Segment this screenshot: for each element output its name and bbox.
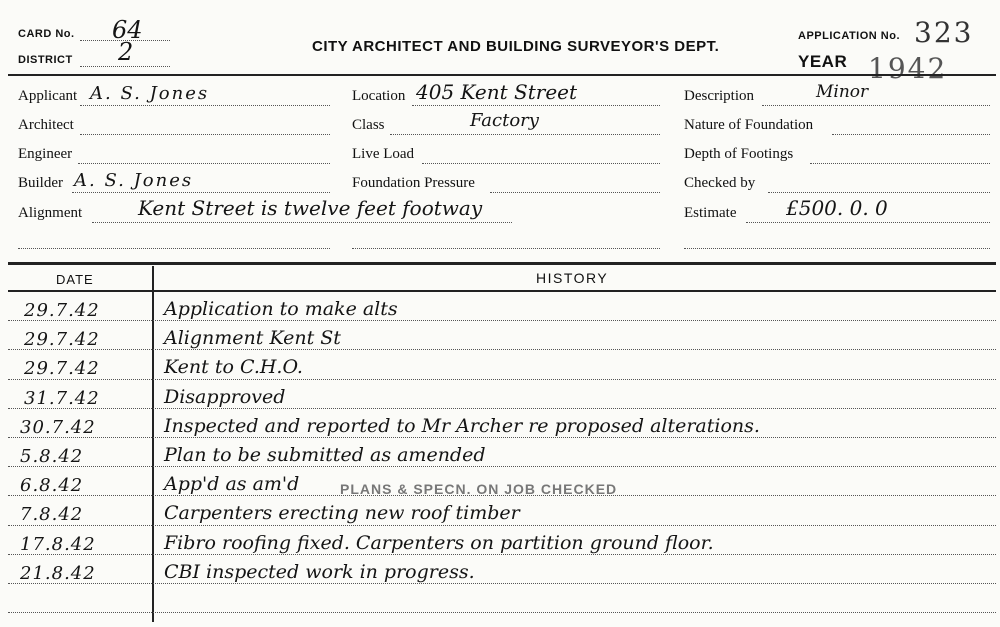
estimate-label: Estimate bbox=[684, 205, 737, 221]
plans-checked-stamp: PLANS & SPECN. ON JOB CHECKED bbox=[340, 481, 618, 497]
builder-label: Builder bbox=[18, 175, 63, 191]
row-date: 29.7.42 bbox=[24, 300, 100, 321]
nature-of-foundation-label: Nature of Foundation bbox=[684, 117, 814, 133]
applicant-value: A. S. Jones bbox=[90, 83, 210, 104]
row-date: 5.8.42 bbox=[20, 446, 84, 467]
row-date: 31.7.42 bbox=[24, 387, 100, 409]
row-rule bbox=[8, 437, 996, 438]
location-value: 405 Kent Street bbox=[416, 80, 578, 104]
alignment-line bbox=[92, 222, 512, 223]
card-no-label: CARD No. bbox=[18, 28, 75, 40]
class-line bbox=[390, 134, 660, 135]
row-history-entry: Kent to C.H.O. bbox=[164, 356, 303, 379]
row-rule bbox=[8, 554, 996, 555]
row-history-entry: Inspected and reported to Mr Archer re proposed alterations. bbox=[164, 414, 760, 437]
architect-label: Architect bbox=[18, 117, 74, 133]
builder-value: A. S. Jones bbox=[74, 170, 194, 191]
row-history-entry: Application to make alts bbox=[164, 298, 398, 320]
applicant-label: Applicant bbox=[18, 88, 78, 104]
row-date: 30.7.42 bbox=[20, 416, 96, 438]
applicant-line bbox=[80, 105, 330, 106]
description-line bbox=[762, 105, 990, 106]
row-date: 29.7.42 bbox=[24, 329, 100, 351]
description-value: Minor bbox=[816, 82, 869, 102]
alignment-value: Kent Street is twelve feet footway bbox=[138, 196, 483, 220]
row-history-entry: CBI inspected work in progress. bbox=[164, 560, 475, 583]
location-label: Location bbox=[352, 88, 406, 104]
history-column-header: HISTORY bbox=[536, 270, 609, 286]
builder-line bbox=[72, 192, 330, 193]
dept-title: CITY ARCHITECT AND BUILDING SURVEYOR'S DEPT. bbox=[312, 38, 720, 55]
row-history-entry: Alignment Kent St bbox=[164, 327, 341, 350]
estimate-value: £500. 0. 0 bbox=[786, 196, 888, 220]
table-top-rule bbox=[8, 262, 996, 265]
foundation-pressure-line bbox=[490, 192, 660, 193]
checked-by-line bbox=[768, 192, 990, 193]
district-line bbox=[80, 66, 170, 67]
row-rule bbox=[8, 612, 996, 613]
depth-of-footings-label: Depth of Footings bbox=[684, 146, 794, 162]
engineer-label: Engineer bbox=[18, 146, 73, 162]
live-load-label: Live Load bbox=[352, 146, 415, 162]
card-no-value: 64 bbox=[112, 16, 143, 44]
live-load-line bbox=[422, 163, 660, 164]
date-column-header: DATE bbox=[56, 272, 94, 287]
row-date: 17.8.42 bbox=[20, 533, 96, 555]
application-value: 323 bbox=[914, 16, 974, 49]
year-value: 1942 bbox=[868, 52, 948, 85]
description-label: Description bbox=[684, 88, 754, 104]
row-rule bbox=[8, 525, 996, 526]
row-history-entry: Plan to be submitted as amended bbox=[164, 444, 486, 466]
row-rule bbox=[8, 408, 996, 409]
district-value: 2 bbox=[118, 38, 134, 66]
depth-of-footings-line bbox=[810, 163, 990, 164]
alignment-label: Alignment bbox=[18, 205, 83, 221]
row-rule bbox=[8, 349, 996, 350]
checked-by-label: Checked by bbox=[684, 175, 756, 191]
blank-line-mid bbox=[352, 248, 660, 249]
district-label: DISTRICT bbox=[18, 54, 73, 66]
row-rule bbox=[8, 466, 996, 467]
row-rule bbox=[8, 320, 996, 321]
architect-line bbox=[80, 134, 330, 135]
row-date: 6.8.42 bbox=[20, 475, 84, 497]
row-rule bbox=[8, 379, 996, 380]
row-history-entry: App'd as am'd bbox=[164, 473, 300, 496]
row-date: 7.8.42 bbox=[20, 504, 84, 526]
row-history-entry: Disapproved bbox=[164, 385, 286, 408]
table-header-rule bbox=[8, 290, 996, 292]
class-value: Factory bbox=[470, 110, 539, 131]
nature-of-foundation-line bbox=[832, 134, 990, 135]
application-label: APPLICATION No. bbox=[798, 30, 901, 42]
class-label: Class bbox=[352, 117, 385, 133]
row-date: 21.8.42 bbox=[20, 562, 96, 584]
engineer-line bbox=[78, 163, 330, 164]
header-rule bbox=[8, 74, 996, 76]
row-date: 29.7.42 bbox=[24, 358, 100, 380]
estimate-line bbox=[746, 222, 990, 223]
blank-line-left bbox=[18, 248, 330, 249]
location-line bbox=[412, 105, 660, 106]
blank-line-right bbox=[684, 248, 990, 249]
foundation-pressure-label: Foundation Pressure bbox=[352, 175, 475, 191]
year-label: YEAR bbox=[798, 52, 848, 71]
row-history-entry: Fibro roofing fixed. Carpenters on partition ground floor. bbox=[164, 531, 714, 554]
row-history-entry: Carpenters erecting new roof timber bbox=[164, 502, 520, 525]
row-rule bbox=[8, 583, 996, 584]
